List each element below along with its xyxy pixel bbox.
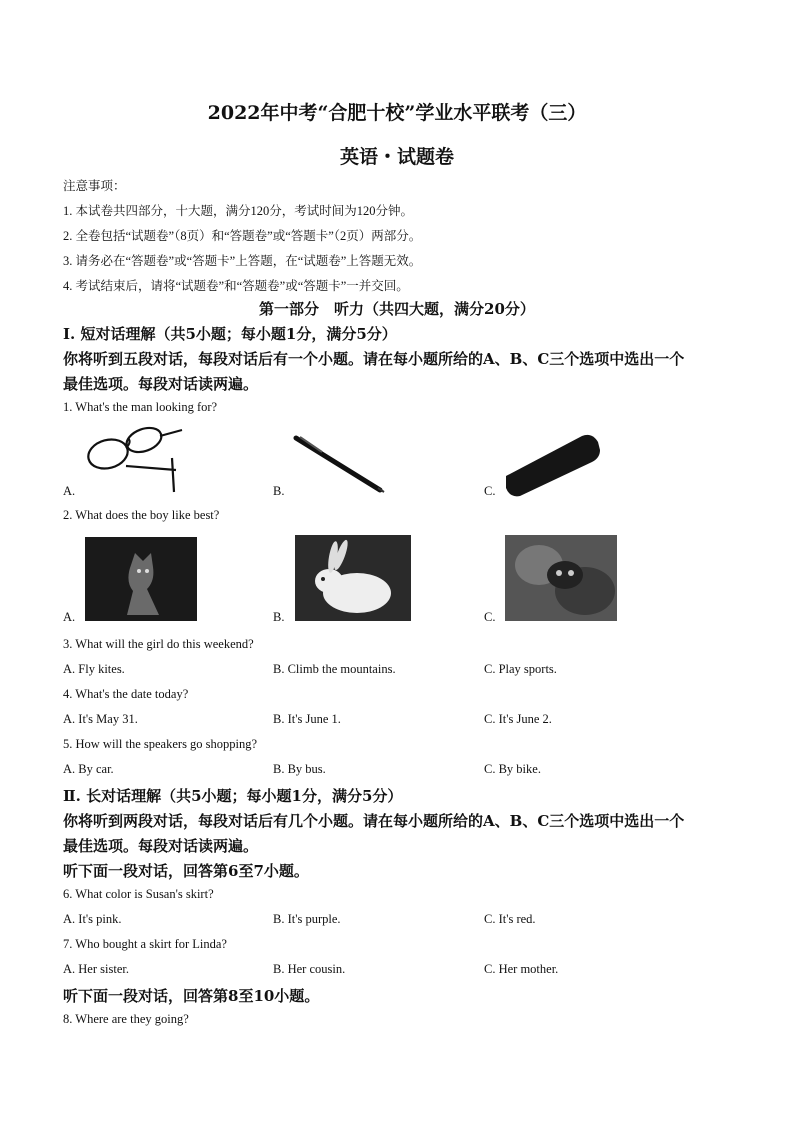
question-1: 1. What's the man looking for? xyxy=(63,400,218,414)
option-c: C. Her mother. xyxy=(484,962,559,976)
exam-title: 2022年中考“合肥十校”学业水平联考（三） xyxy=(207,102,587,124)
option-b: B. xyxy=(273,484,285,498)
question-2: 2. What does the boy like best? xyxy=(63,508,220,522)
option-c: C. It's red. xyxy=(484,912,536,926)
option-a: A. Fly kites. xyxy=(63,662,125,676)
section1-heading: Ⅰ. 短对话理解（共5小题；每小题1分，满分5分） xyxy=(63,325,397,343)
phone-picture xyxy=(502,432,602,498)
option-b: B. Her cousin. xyxy=(273,962,346,976)
option-c: C. xyxy=(484,484,496,498)
notes-heading: 注意事项： xyxy=(63,179,126,193)
question-6: 6. What color is Susan's skirt? xyxy=(63,887,214,901)
note-item: 1. 本试卷共四部分，十大题，满分120分，考试时间为120分钟。 xyxy=(63,204,414,218)
rabbit-picture xyxy=(295,535,411,621)
option-b: B. xyxy=(273,610,285,624)
section1-instructions: 你将听到五段对话，每段对话后有一个小题。请在每小题所给的A、B、C三个选项中选出一个 xyxy=(63,350,685,368)
question-3: 3. What will the girl do this weekend? xyxy=(63,637,254,651)
note-item: 3. 请务必在“答题卷”或“答题卡”上答题，在“试题卷”上答题无效。 xyxy=(63,254,422,268)
part1-heading: 第一部分 听力（共四大题，满分20分） xyxy=(259,300,535,318)
question-7: 7. Who bought a skirt for Linda? xyxy=(63,937,227,951)
dialogue-2-heading: 听下面一段对话，回答第8至10小题。 xyxy=(63,987,320,1005)
option-b: B. It's June 1. xyxy=(273,712,341,726)
section2-heading: Ⅱ. 长对话理解（共5小题；每小题1分，满分5分） xyxy=(63,787,403,805)
option-b: B. It's purple. xyxy=(273,912,341,926)
red-panda-picture xyxy=(505,535,617,621)
option-a: A. xyxy=(63,610,76,624)
option-c: C. By bike. xyxy=(484,762,541,776)
section2-instructions: 你将听到两段对话，每段对话后有几个小题。请在每小题所给的A、B、C三个选项中选出一个 xyxy=(63,812,685,830)
note-item: 2. 全卷包括“试题卷”（8页）和“答题卷”或“答题卡”（2页）两部分。 xyxy=(63,229,422,243)
cat-picture xyxy=(85,537,197,621)
question-5: 5. How will the speakers go shopping? xyxy=(63,737,258,751)
dialogue-1-heading: 听下面一段对话，回答第6至7小题。 xyxy=(63,862,309,880)
pen-picture xyxy=(292,434,386,494)
question-4: 4. What's the date today? xyxy=(63,687,189,701)
option-a: A. xyxy=(63,484,76,498)
option-a: A. It's May 31. xyxy=(63,712,138,726)
option-b: B. By bus. xyxy=(273,762,326,776)
glasses-picture xyxy=(82,424,192,496)
note-item: 4. 考试结束后，请将“试题卷”和“答题卷”或“答题卡”一并交回。 xyxy=(63,279,409,293)
option-a: A. By car. xyxy=(63,762,114,776)
option-b: B. Climb the mountains. xyxy=(273,662,396,676)
section2-instructions-cont: 最佳选项。每段对话读两遍。 xyxy=(63,837,259,855)
option-c: C. xyxy=(484,610,496,624)
option-c: C. Play sports. xyxy=(484,662,557,676)
option-c: C. It's June 2. xyxy=(484,712,552,726)
option-a: A. It's pink. xyxy=(63,912,122,926)
section1-instructions-cont: 最佳选项。每段对话读两遍。 xyxy=(63,375,259,393)
exam-subtitle: 英语・试题卷 xyxy=(339,146,454,168)
question-8: 8. Where are they going? xyxy=(63,1012,189,1026)
option-a: A. Her sister. xyxy=(63,962,129,976)
